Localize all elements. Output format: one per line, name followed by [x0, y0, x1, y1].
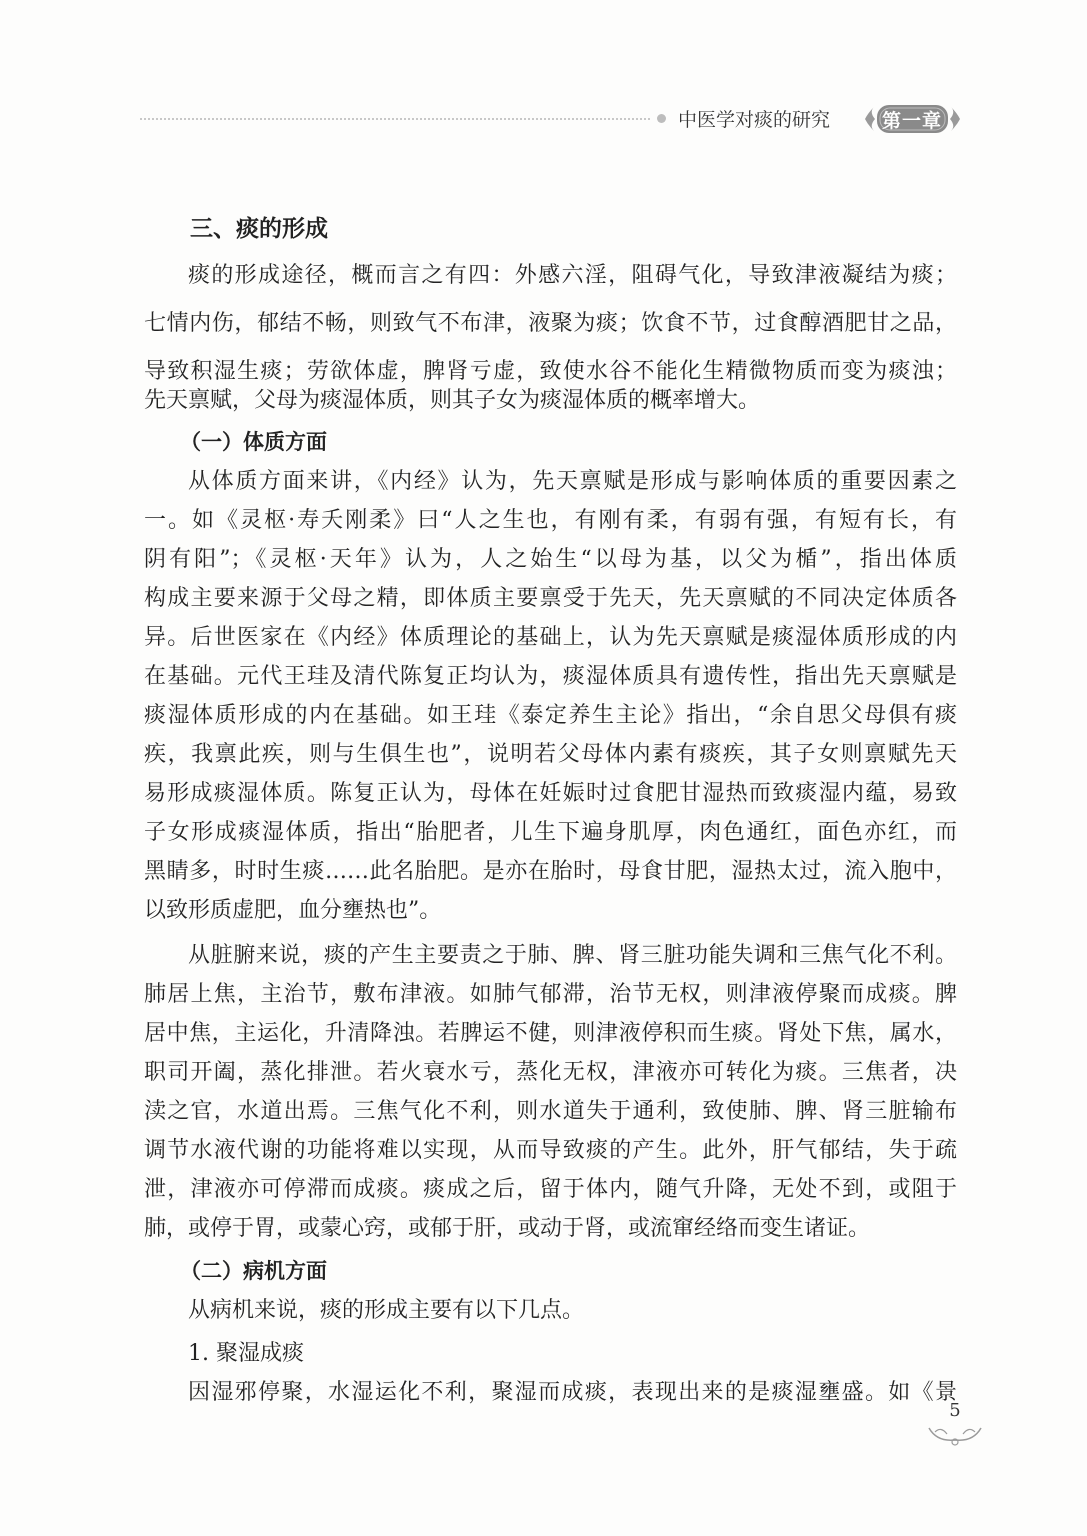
chapter-label: 第一章: [881, 111, 942, 132]
item-title: 1. 聚湿成痰: [188, 1341, 304, 1366]
page-number: 5: [949, 1400, 961, 1421]
paragraph-line: 七情内伤，郁结不畅，则致气不布津，液聚为痰；饮食不节，过食醇酒肥甘之品，: [144, 311, 957, 336]
paragraph-line: 痰湿体质形成的内在基础。如王珪《泰定养生主论》指出，“余自思父母俱有痰: [144, 703, 957, 728]
paragraph-line: 黑睛多，时时生痰……此名胎肥。是亦在胎时，母食甘肥，湿热太过，流入胞中，: [144, 859, 957, 884]
paragraph-line: 导致积湿生痰；劳欲体虚，脾肾亏虚，致使水谷不能化生精微物质而变为痰浊；: [144, 359, 957, 384]
paragraph-line: 从体质方面来讲，《内经》认为，先天禀赋是形成与影响体质的重要因素之: [188, 469, 957, 494]
page-header: [140, 100, 960, 140]
paragraph-line: 异。后世医家在《内经》体质理论的基础上，认为先天禀赋是痰湿体质形成的内: [144, 625, 957, 650]
paragraph-line: 调节水液代谢的功能将难以实现，从而导致痰的产生。此外，肝气郁结，失于疏: [144, 1138, 957, 1163]
paragraph-line: 居中焦，主运化，升清降浊。若脾运不健，则津液停积而生痰。肾处下焦，属水，: [144, 1021, 957, 1046]
section-title: 三、痰的形成: [190, 216, 328, 242]
paragraph-line: 肺居上焦，主治节，敷布津液。如肺气郁滞，治节无权，则津液停聚而成痰。脾: [144, 982, 957, 1007]
paragraph-line: 以致形质虚肥，血分壅热也”。: [144, 898, 442, 923]
paragraph-line: 肺，或停于胃，或蒙心窍，或郁于肝，或动于肾，或流窜经络而变生诸证。: [144, 1216, 871, 1241]
running-title: 中医学对痰的研究: [678, 110, 831, 131]
paragraph-line: 一。如《灵枢·寿夭刚柔》曰“人之生也，有刚有柔，有弱有强，有短有长，有: [144, 508, 957, 533]
chapter-badge: [865, 102, 960, 136]
header-bullet: [657, 114, 666, 123]
paragraph-line: 职司开阖，蒸化排泄。若火衰水亏，蒸化无权，津液亦可转化为痰。三焦者，决: [144, 1060, 957, 1085]
paragraph-line: 在基础。元代王珪及清代陈复正均认为，痰湿体质具有遗传性，指出先天禀赋是: [144, 664, 957, 689]
paragraph-line: 渎之官，水道出焉。三焦气化不利，则水道失于通利，致使肺、脾、肾三脏输布: [144, 1099, 957, 1124]
paragraph-line: 疾，我禀此疾，则与生俱生也”，说明若父母体内素有痰疾，其子女则禀赋先天: [144, 742, 957, 767]
paragraph-line: 痰的形成途径，概而言之有四：外感六淫，阻碍气化，导致津液凝结为痰；: [188, 263, 957, 288]
paragraph-line: 构成主要来源于父母之精，即体质主要禀受于先天，先天禀赋的不同决定体质各: [144, 586, 957, 611]
paragraph-line: 子女形成痰湿体质，指出“胎肥者，儿生下遍身肌厚，肉色通红，面色亦红，而: [144, 820, 957, 845]
paragraph-line: 先天禀赋，父母为痰湿体质，则其子女为痰湿体质的概率增大。: [144, 388, 761, 413]
page-ornament-icon: [925, 1422, 985, 1448]
subsection-title: （一）体质方面: [180, 430, 327, 454]
paragraph-line: 易形成痰湿体质。陈复正认为，母体在妊娠时过食肥甘湿热而致痰湿内蕴，易致: [144, 781, 957, 806]
paragraph-line: 阴有阳”；《灵枢·天年》认为，人之始生“以母为基，以父为楯”，指出体质: [144, 547, 957, 572]
paragraph-line: 从脏腑来说，痰的产生主要责之于肺、脾、肾三脏功能失调和三焦气化不利。: [188, 943, 957, 968]
page-footer: [925, 1400, 985, 1450]
paragraph-line: 从病机来说，痰的形成主要有以下几点。: [188, 1298, 585, 1323]
header-dotted-rule: [140, 118, 650, 120]
paragraph-line: 因湿邪停聚，水湿运化不利，聚湿而成痰，表现出来的是痰湿壅盛。如《景: [188, 1380, 957, 1405]
paragraph-line: 泄，津液亦可停滞而成痰。痰成之后，留于体内，随气升降，无处不到，或阻于: [144, 1177, 957, 1202]
subsection-title: （二）病机方面: [180, 1259, 327, 1283]
